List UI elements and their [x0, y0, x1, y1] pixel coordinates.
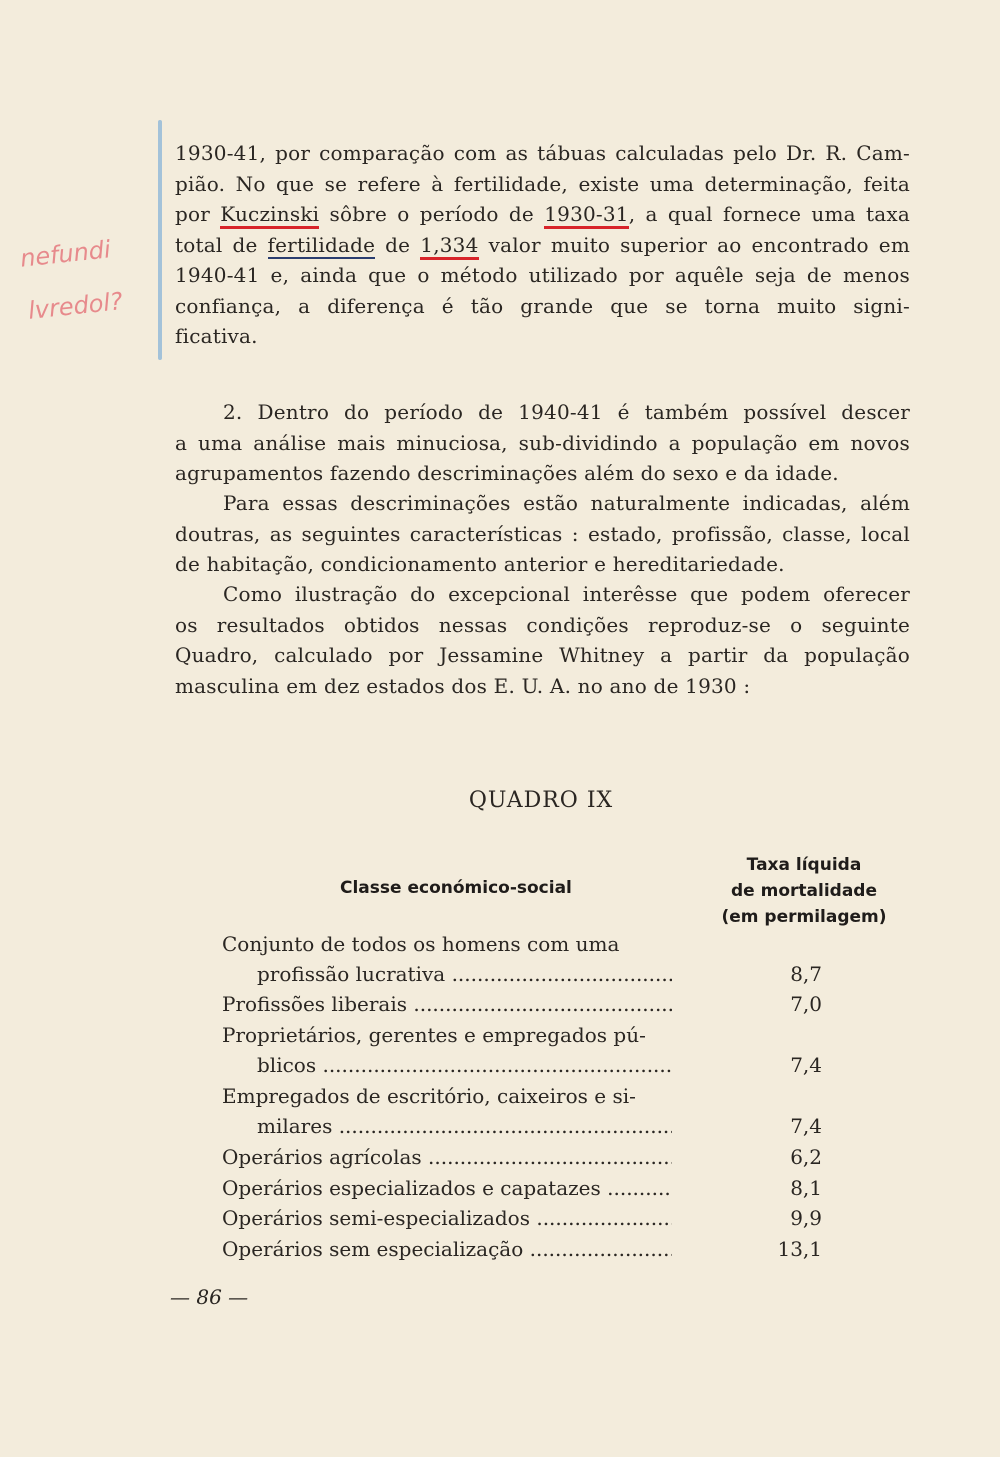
paragraph-2: [175, 397, 910, 489]
underlined-fertilidade: fertilidade: [267, 232, 376, 257]
table-row-cont: [222, 1111, 822, 1141]
row-label: Operários semi-especializados .....: [222, 1203, 672, 1233]
table-row: [222, 1081, 822, 1111]
row-label: Conjunto de todos os homens com uma: [222, 932, 620, 956]
row-label: Operários agrícolas .....: [222, 1142, 672, 1172]
underlined-period: 1930-31: [544, 202, 629, 229]
margin-note-1: nefundi: [18, 235, 112, 273]
text-line: total de fertilidade de 1,334 valor muito superior ao encontrado em: [175, 230, 910, 261]
row-value: 8,7: [790, 962, 822, 986]
margin-bracket-mark: [158, 120, 162, 360]
text-line: a uma análise mais minuciosa, sub-dividindo a população em novos: [175, 430, 910, 455]
row-value: 13,1: [777, 1237, 822, 1261]
text-line: masculina em dez estados dos E. U. A. no ano de 1930 :: [175, 673, 751, 698]
row-value: 6,2: [790, 1145, 822, 1169]
row-label-cont: profissão lucrativa .....: [257, 959, 672, 989]
table-row-cont: [222, 959, 822, 989]
underlined-kuczinski: Kuczinski: [220, 202, 319, 229]
table-row: [222, 929, 822, 959]
row-value: 9,9: [790, 1206, 822, 1230]
text-line: ficativa.: [175, 324, 258, 348]
margin-note-2: lvredol?: [26, 287, 125, 325]
underlined-rate: 1,334: [420, 233, 478, 260]
row-value: 7,0: [790, 992, 822, 1016]
row-label-cont: milares .....: [257, 1111, 672, 1141]
text-line: doutras, as seguintes características : estado, profissão, classe, local: [175, 521, 910, 546]
row-value: 7,4: [790, 1114, 822, 1138]
text-line: pião. No que se refere à fertilidade, existe uma determinação, feita: [175, 171, 910, 196]
text-line: por Kuczinski sôbre o período de 1930-31, a qual fornece uma taxa: [175, 199, 910, 230]
paragraph-3: [175, 488, 910, 580]
table-row: [222, 1173, 822, 1203]
table-title: QUADRO IX: [468, 788, 614, 813]
row-value: 7,4: [790, 1053, 822, 1077]
table-row: [222, 1203, 822, 1233]
text-line: 1930-41, por comparação com as tábuas calculadas pelo Dr. R. Cam-: [175, 141, 910, 165]
text-line: Como ilustração do excepcional interêsse que podem oferecer: [223, 582, 910, 606]
row-value: 8,1: [790, 1176, 822, 1200]
table-row: [222, 1234, 822, 1264]
table-row: [222, 989, 822, 1019]
page-number: — 86 —: [170, 1285, 249, 1309]
table-row-cont: [222, 1050, 822, 1080]
paragraph-4: [175, 579, 910, 701]
row-label: Empregados de escritório, caixeiros e si-: [222, 1084, 636, 1108]
text-line: Para essas descriminações estão naturalmente indicadas, além: [223, 491, 910, 515]
text-line: agrupamentos fazendo descriminações além do sexo e da idade.: [175, 461, 839, 485]
row-label: Profissões liberais .....: [222, 989, 672, 1019]
row-label: Proprietários, gerentes e empregados pú-: [222, 1023, 646, 1047]
text-line: os resultados obtidos nessas condições reproduz-se o seguinte: [175, 612, 910, 637]
text-line: 1940-41 e, ainda que o método utilizado por aquêle seja de menos: [175, 263, 910, 287]
text-line: Quadro, calculado por Jessamine Whitney a partir da população: [175, 643, 910, 667]
text-line: confiança, a diferença é tão grande que se torna muito signi-: [175, 293, 910, 318]
table-row: [222, 1142, 822, 1172]
row-label-cont: blicos .....: [257, 1050, 672, 1080]
text-line: 2. Dentro do período de 1940-41 é também possível descer: [223, 400, 910, 424]
text-line: de habitação, condicionamento anterior e hereditariedade.: [175, 552, 785, 576]
row-label: Operários sem especialização .....: [222, 1234, 672, 1264]
paragraph-1: [175, 138, 910, 352]
column-header-class: Classe económico-social: [340, 878, 572, 898]
row-label: Operários especializados e capatazes .....: [222, 1173, 672, 1203]
table-row: [222, 1020, 822, 1050]
column-header-rate: Taxa líquida de mortalidade (em permilagem): [721, 855, 887, 927]
